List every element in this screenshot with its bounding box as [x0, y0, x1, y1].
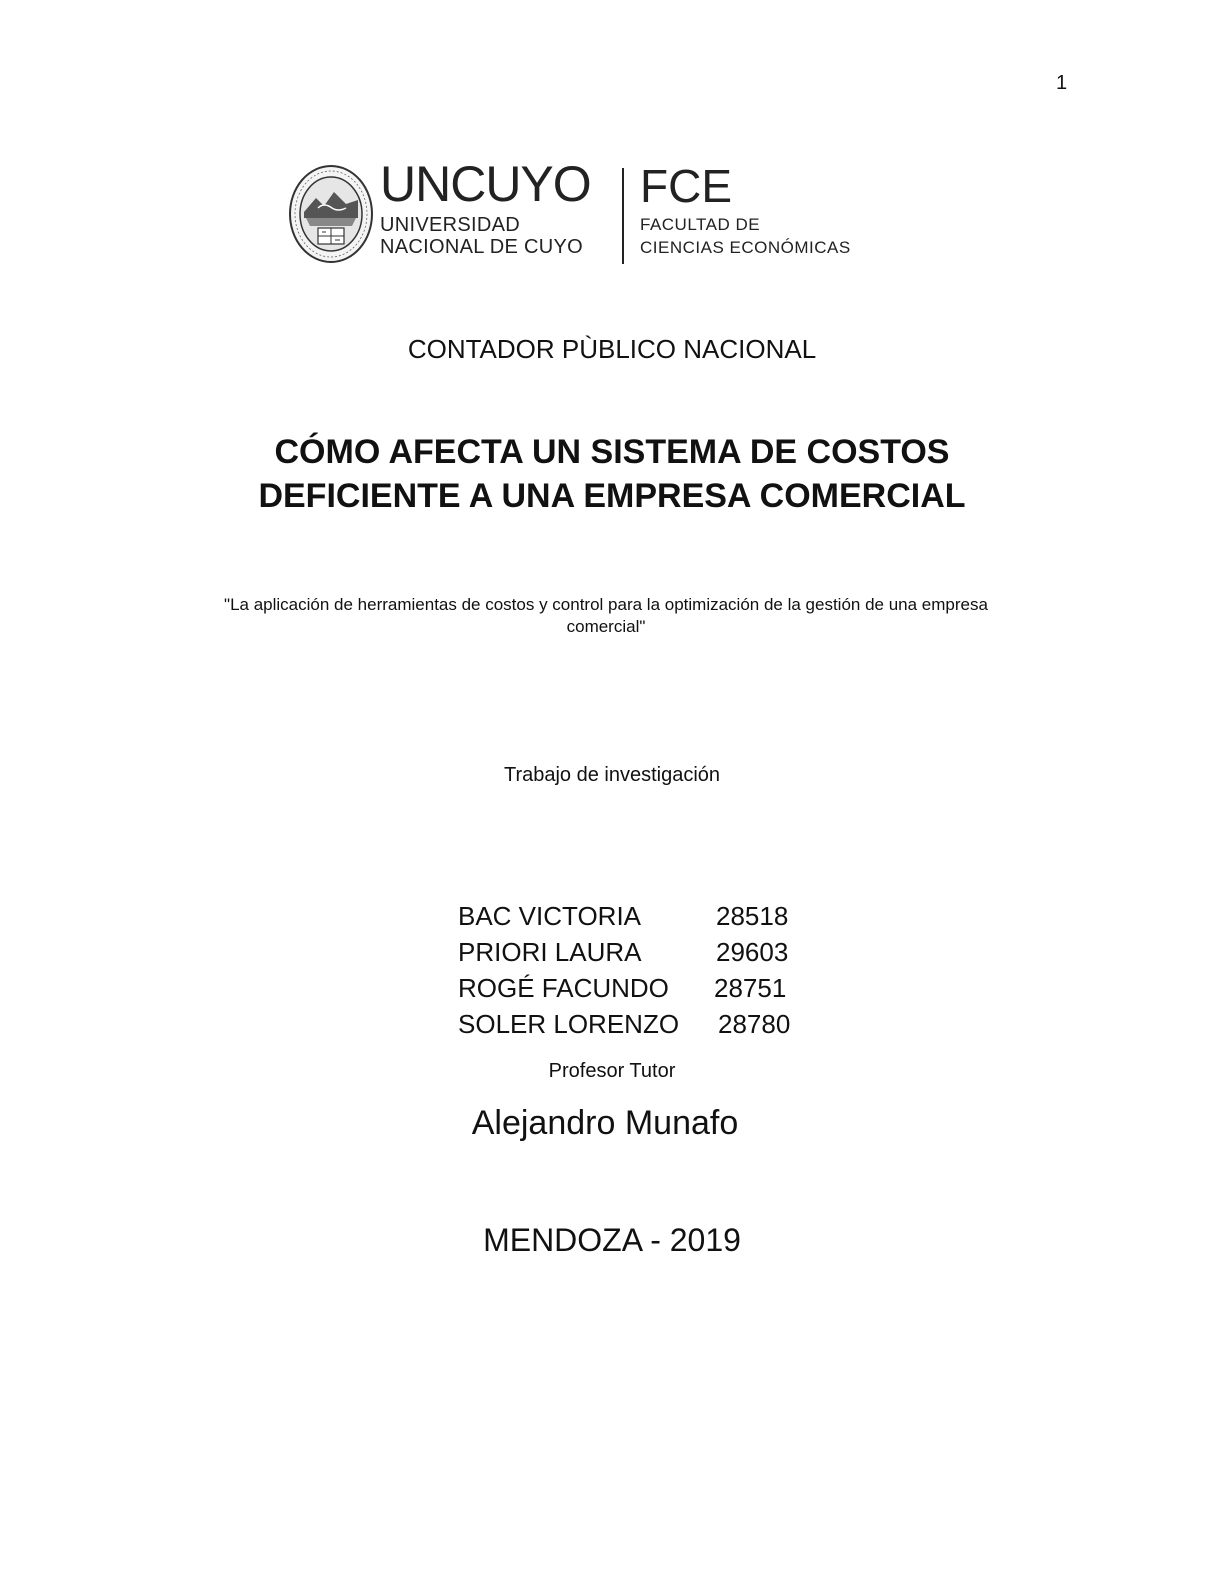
university-logo-line1: UNIVERSIDAD — [380, 214, 520, 236]
subtitle-line-2: comercial" — [566, 617, 646, 636]
faculty-logo-line2: CIENCIAS ECONÓMICAS — [640, 238, 851, 257]
page-number: 1 — [1056, 72, 1068, 94]
city-year: MENDOZA - 2019 — [483, 1222, 741, 1258]
author-name: ROGÉ FACUNDO — [458, 973, 669, 1003]
logo-divider — [622, 168, 624, 264]
tutor-name: Alejandro Munafo — [471, 1104, 739, 1142]
faculty-logo-abbr: FCE — [640, 160, 732, 212]
document-subtitle — [150, 594, 1062, 638]
university-seal-icon — [288, 164, 374, 264]
title-line-2: DEFICIENTE A UNA EMPRESA COMERCIAL — [258, 477, 966, 515]
title-line-1: CÓMO AFECTA UN SISTEMA DE COSTOS — [274, 433, 950, 471]
author-row — [458, 970, 818, 1006]
work-type: Trabajo de investigación — [503, 764, 721, 786]
university-logo-name: UNCUYO — [380, 156, 591, 212]
tutor-label: Profesor Tutor — [548, 1060, 676, 1082]
author-row — [458, 898, 818, 934]
institution-logo — [288, 156, 900, 264]
author-name: PRIORI LAURA — [458, 937, 642, 967]
author-name: BAC VICTORIA — [458, 901, 642, 931]
author-id: 29603 — [716, 937, 789, 967]
university-logo-line2: NACIONAL DE CUYO — [380, 236, 583, 258]
author-id: 28518 — [716, 901, 789, 931]
faculty-logo-line1: FACULTAD DE — [640, 215, 761, 234]
career-name: CONTADOR PÙBLICO NACIONAL — [407, 334, 817, 364]
author-id: 28751 — [714, 973, 787, 1003]
document-title — [0, 430, 1224, 518]
author-name: SOLER LORENZO — [458, 1009, 680, 1039]
author-list — [458, 898, 818, 1042]
author-row — [458, 1006, 818, 1042]
subtitle-line-1: "La aplicación de herramientas de costos y control para la optimización de la gestión de una empresa — [224, 595, 988, 614]
author-id: 28780 — [718, 1009, 791, 1039]
author-row — [458, 934, 818, 970]
